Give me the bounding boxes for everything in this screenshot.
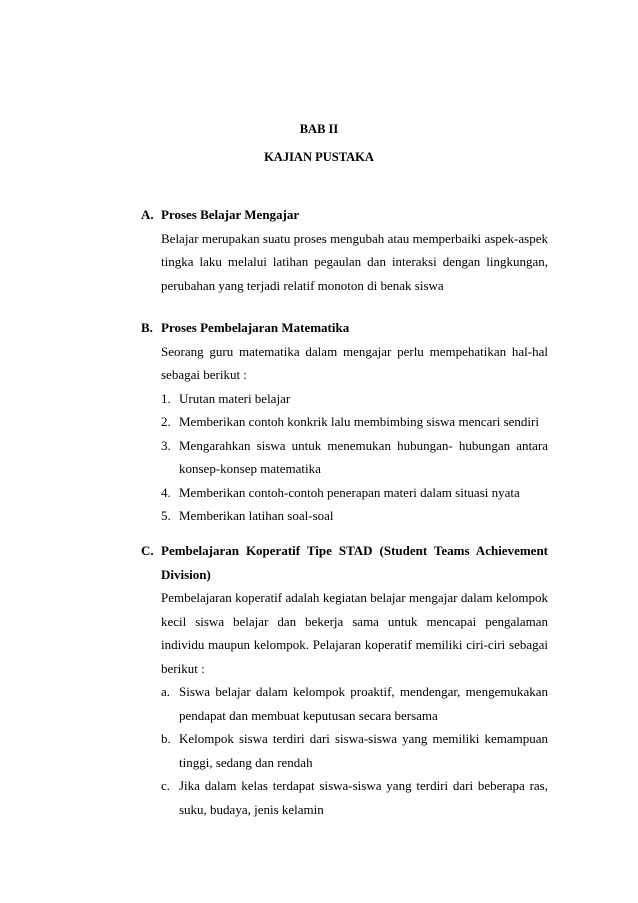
paragraph-line: Pembelajaran koperatif adalah kegiatan belajar mengajar dalam kelompok <box>161 590 548 605</box>
list-item <box>141 504 548 528</box>
list-item <box>141 727 548 751</box>
list-marker: 3. <box>161 437 171 453</box>
list-item-continuation: tinggi, sedang dan rendah <box>179 754 313 770</box>
list-item-text: Memberikan contoh konkrik lalu membimbing siswa mencari sendiri <box>179 414 539 429</box>
paragraph-line: Seorang guru matematika dalam mengajar perlu mempehatikan hal-hal <box>161 343 548 359</box>
chapter-title: KAJIAN PUSTAKA <box>264 150 374 164</box>
section-heading <box>141 203 548 227</box>
section-title: Pembelajaran Koperatif Tipe STAD (Student Teams Achievement <box>161 543 548 558</box>
list-item-text: Memberikan latihan soal-soal <box>179 508 334 523</box>
list-marker: 5. <box>161 508 171 523</box>
list-item <box>141 434 548 458</box>
section-letter: C. <box>141 543 154 558</box>
list-item <box>141 774 548 798</box>
list-marker: 2. <box>161 414 171 429</box>
paragraph-line: kecil siswa belajar dan bekerja sama untuk mencapai pengalaman <box>161 613 548 629</box>
list-item <box>141 481 548 505</box>
paragraph-line: Belajar merupakan suatu proses mengubah atau memperbaiki aspek-aspek <box>161 230 548 246</box>
section-heading <box>141 539 548 563</box>
list-item-text: Kelompok siswa terdiri dari siswa-siswa yang memiliki kemampuan <box>179 731 548 746</box>
section-title: Proses Pembelajaran Matematika <box>161 320 350 335</box>
list-item-text: Siswa belajar dalam kelompok proaktif, mendengar, mengemukakan <box>179 684 548 699</box>
section-a <box>141 203 548 297</box>
list-marker: a. <box>161 684 171 699</box>
list-item <box>141 410 548 434</box>
list-item-text: Memberikan contoh-contoh penerapan materi dalam situasi nyata <box>179 484 520 500</box>
paragraph-line: sebagai berikut : <box>161 367 247 382</box>
list-marker: c. <box>161 778 171 793</box>
list-item-continuation: pendapat dan membuat keputusan secara bersama <box>179 707 438 723</box>
paragraph-line: berikut : <box>161 660 205 676</box>
section-letter: A. <box>141 207 154 222</box>
paragraph-line: perubahan yang terjadi relatif monoton di benak siswa <box>161 277 444 293</box>
section-title: Proses Belajar Mengajar <box>161 207 300 222</box>
section-heading <box>141 316 548 340</box>
list-item-text: Mengarahkan siswa untuk menemukan hubungan- hubungan antara <box>179 437 548 453</box>
section-letter: B. <box>141 320 153 335</box>
section-heading-continuation: Division) <box>161 566 211 582</box>
list-item-text: Jika dalam kelas terdapat siswa-siswa yang terdiri dari beberapa ras, <box>179 778 548 793</box>
paragraph-line: individu maupun kelompok. Pelajaran koperatif memiliki ciri-ciri sebagai <box>161 637 548 652</box>
paragraph-line: tingka laku melalui latihan pegaulan dan interaksi dengan lingkungan, <box>161 254 548 269</box>
list-item <box>141 387 548 411</box>
list-item-continuation: konsep-konsep matematika <box>179 461 321 476</box>
section-c <box>141 539 548 821</box>
list-marker: 4. <box>161 484 171 500</box>
section-b <box>141 316 548 528</box>
list-marker: 1. <box>161 390 171 406</box>
list-item-text: Urutan materi belajar <box>179 390 291 406</box>
list-marker: b. <box>161 731 171 746</box>
list-item-continuation: suku, budaya, jenis kelamin <box>179 801 324 817</box>
chapter-number: BAB II <box>299 122 339 136</box>
list-item <box>141 680 548 704</box>
